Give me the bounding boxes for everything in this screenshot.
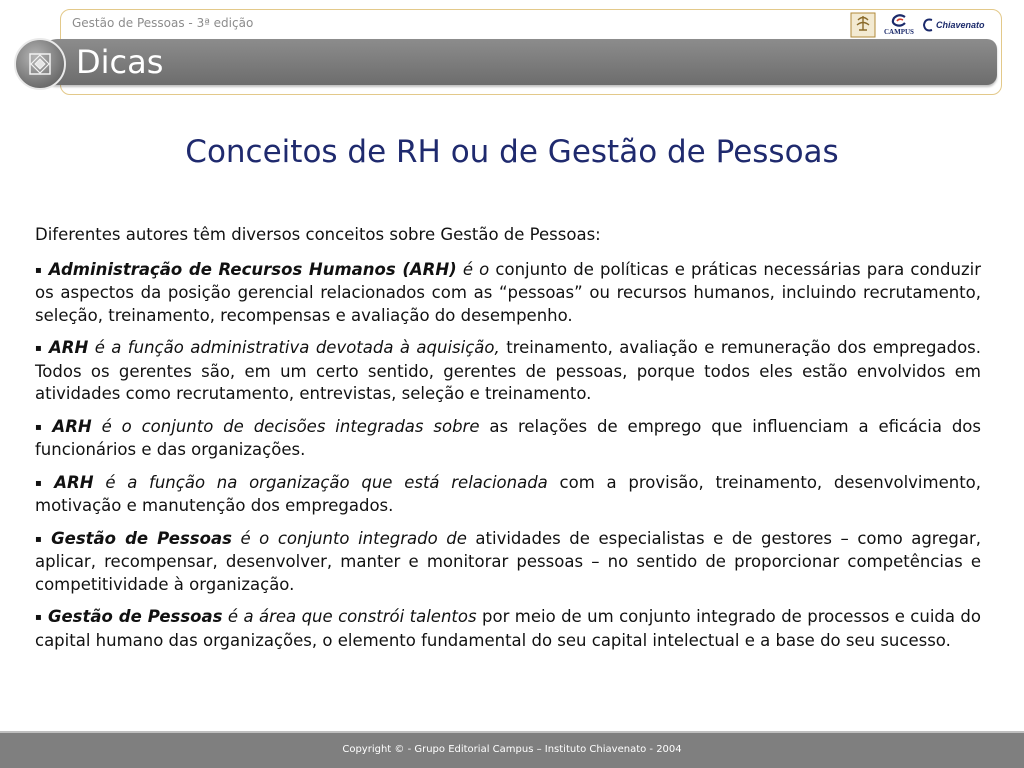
list-item-italic: é o conjunto integrado de (231, 528, 467, 548)
campus-logo-text: CAMPUS (884, 28, 914, 36)
list-item-italic: é o conjunto de decisões integradas sobre (91, 416, 480, 436)
page-title: Conceitos de RH ou de Gestão de Pessoas (185, 134, 839, 170)
footer-bar (0, 731, 1024, 768)
square-bullet-icon: ▪ (35, 533, 46, 545)
square-bullet-icon: ▪ (35, 343, 43, 354)
list-item-term: Gestão de Pessoas (47, 607, 223, 626)
list-item-italic: é a função na organização que está relacionada (93, 472, 548, 492)
list-item-text: por meio de um conjunto integrado de processos e cuida do capital humano das organizações, o elemento fundamental do seu capital intelectual e a base do seu sucesso. (35, 607, 981, 650)
edition-label: Gestão de Pessoas - 3ª edição (72, 16, 254, 30)
list-item-term: ARH (52, 416, 92, 436)
list-item (35, 606, 981, 652)
list-item-italic: é o (456, 259, 490, 279)
chiavenato-mark-icon (922, 18, 934, 32)
content-body (35, 224, 981, 662)
list-item-term: ARH (54, 472, 94, 492)
list-item-text: treinamento, avaliação e remuneração dos empregados. Todos os gerentes são, em um certo sentido, gerentes de pessoas, porque todos eles estão envolvidos em atividades como recrutamento, entrevistas, seleção e treinamento. (35, 338, 982, 403)
campus-swirl-icon (889, 14, 909, 28)
list-item-term: ARH (48, 338, 89, 357)
list-item (35, 337, 981, 406)
campus-logo (884, 14, 914, 36)
copyright-text: Copyright © - Grupo Editorial Campus – Instituto Chiavenato - 2004 (342, 744, 682, 755)
list-item-italic: é a área que constrói talentos (222, 607, 477, 626)
square-bullet-icon: ▪ (35, 612, 42, 623)
list-item (35, 528, 981, 597)
list-item-text: as relações de emprego que influenciam a eficácia dos funcionários e das organizações. (35, 416, 981, 459)
chiavenato-logo-text: Chiavenato (935, 20, 985, 30)
section-title-bar (35, 39, 997, 85)
square-bullet-icon: ▪ (35, 264, 43, 276)
diamond-ornament-icon (28, 52, 52, 76)
chiavenato-logo (922, 18, 985, 32)
publisher-logos (850, 12, 984, 38)
list-item (35, 472, 981, 518)
list-item-italic: é a função administrativa devotada à aquisição, (88, 338, 500, 357)
square-bullet-icon: ▪ (35, 477, 49, 489)
list-item-text: conjunto de políticas e práticas necessárias para conduzir os aspectos da posição gerencial relacionados com as “pessoas” ou recursos humanos, incluindo recrutamento, seleção, treinamento, recompensas e avaliação do desempenho. (35, 259, 981, 325)
section-badge (14, 38, 66, 90)
list-item-text: atividades de especialistas e de gestores – como agregar, aplicar, recompensar, desenvolver, manter e monitorar pessoas – no sentido de proporcionar competências e competitividade à organização. (35, 528, 981, 594)
square-bullet-icon: ▪ (35, 421, 47, 433)
list-item (35, 416, 981, 462)
list-item-term: Gestão de Pessoas (51, 528, 232, 548)
list-item-term: Administração de Recursos Humanos (ARH) (48, 259, 457, 279)
elsevier-logo-icon (850, 12, 876, 38)
list-item (35, 259, 981, 328)
list-item-text: com a provisão, treinamento, desenvolvimento, motivação e manutenção dos empregados. (35, 472, 982, 515)
section-title: Dicas (76, 43, 164, 81)
intro-text: Diferentes autores têm diversos conceitos sobre Gestão de Pessoas: (35, 225, 601, 244)
